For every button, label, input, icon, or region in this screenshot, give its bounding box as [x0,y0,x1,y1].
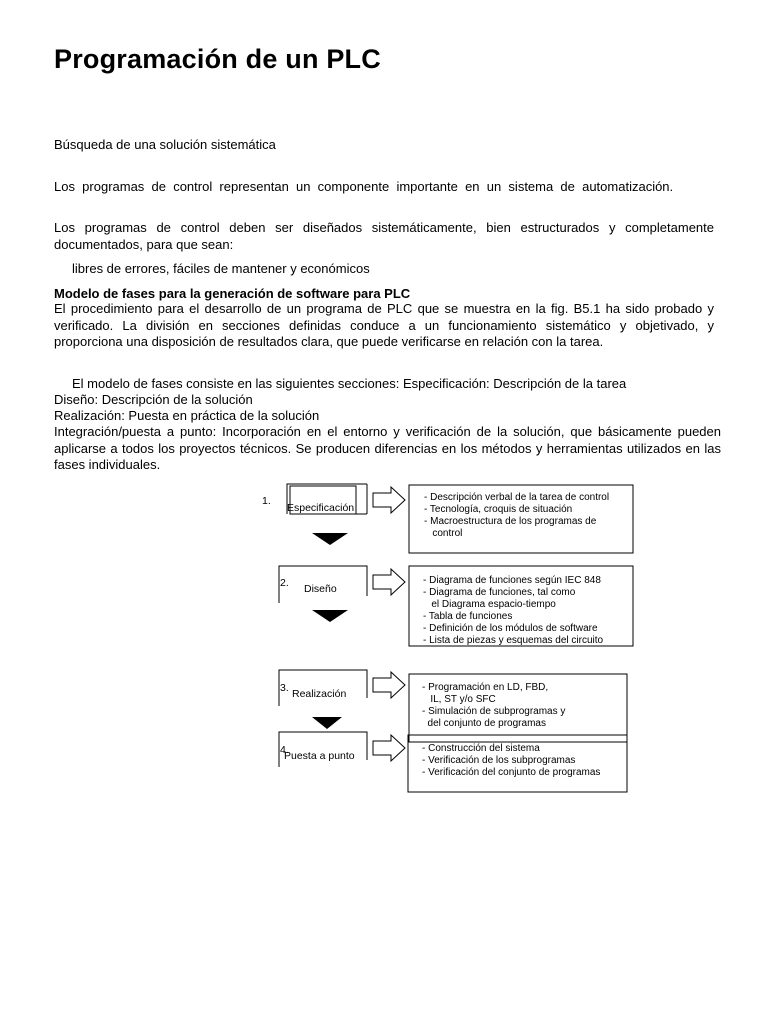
page-title: Programación de un PLC [54,44,381,74]
phase-1-number: 1. [262,495,271,507]
phase-2-item-2: - Diagrama de funciones, tal como [423,587,576,598]
phase-4-item-3: - Verificación del conjunto de programas [422,767,601,778]
phase-2-item-3: el Diagrama espacio-tiempo [423,599,556,610]
phase-3-item-2: IL, ST y/o SFC [422,694,496,705]
paragraph-4-line-3: Realización: Puesta en práctica de la solución [54,408,320,423]
phase-4-item-2: - Verificación de los subprogramas [422,755,576,766]
phase-3-label: Realización [292,688,347,700]
phase-1-item-2: - Tecnología, croquis de situación [424,504,573,515]
phase-3-arrow [373,672,405,698]
phase-2-item-4: - Tabla de funciones [423,611,513,622]
phase-3-item-3: - Simulación de subprogramas y [422,706,566,717]
paragraph-2-item: libres de errores, fáciles de mantener y económicos [72,261,370,276]
down-arrow-2-3 [312,610,348,622]
paragraph-2: Los programas de control deben ser diseñados sistemáticamente, bien estructurados y completamente documentados, para que sean: [54,220,714,252]
paragraph-3: El procedimiento para el desarrollo de un programa de PLC que se muestra en la fig. B5.1 ha sido probado y verificado. La división en secciones definidas conduce a un funcionamiento sistemático y objetivado, y proporciona una disposición de resultados clara, que puede verificarse en relación con la tarea. [54,301,714,349]
phase-2-arrow [373,569,405,595]
phase-1-arrow [373,487,405,513]
phase-1-item-1: - Descripción verbal de la tarea de control [424,492,610,503]
section-heading: Modelo de fases para la generación de software para PLC [54,286,411,301]
phase-3-number: 3. [280,682,289,694]
subtitle: Búsqueda de una solución sistemática [54,137,276,152]
phase-3-item-1: - Programación en LD, FBD, [422,682,549,693]
phase-1-item-3: - Macroestructura de los programas de [424,516,597,527]
phase-4-label: Puesta a punto [284,750,355,762]
down-arrow-1-2 [312,533,348,545]
phase-2-item-6: - Lista de piezas y esquemas del circuito [423,635,604,646]
paragraph-1: Los programas de control representan un componente importante en un sistema de automatización. [54,179,674,194]
phase-2-item-5: - Definición de los módulos de software [423,623,598,634]
phase-2-item-1: - Diagrama de funciones según IEC 848 [423,575,601,586]
phase-diagram [240,478,660,808]
phase-1-item-4: control [424,528,463,539]
phase-4-item-1: - Construcción del sistema [422,743,540,754]
phase-2-label: Diseño [304,583,337,595]
down-arrow-3-4 [312,717,342,729]
paragraph-4-line-1: El modelo de fases consiste en las siguientes secciones: Especificación: Descripción de la tarea [72,376,627,391]
paragraph-4-line-4: Integración/puesta a punto: Incorporación en el entorno y verificación de la solución, que básicamente pueden aplicarse a todos los proyectos técnicos. Se producen diferencias en los métodos y herramientas utilizados en las fases individuales. [54,424,721,472]
phase-3-item-4: del conjunto de programas [422,718,546,729]
phase-1-label: Especificación [287,502,355,514]
phase-2-number: 2. [280,577,289,589]
phase-4-arrow [373,735,405,761]
paragraph-4-line-2: Diseño: Descripción de la solución [54,392,253,407]
phase-4-number: 4. [280,744,289,756]
